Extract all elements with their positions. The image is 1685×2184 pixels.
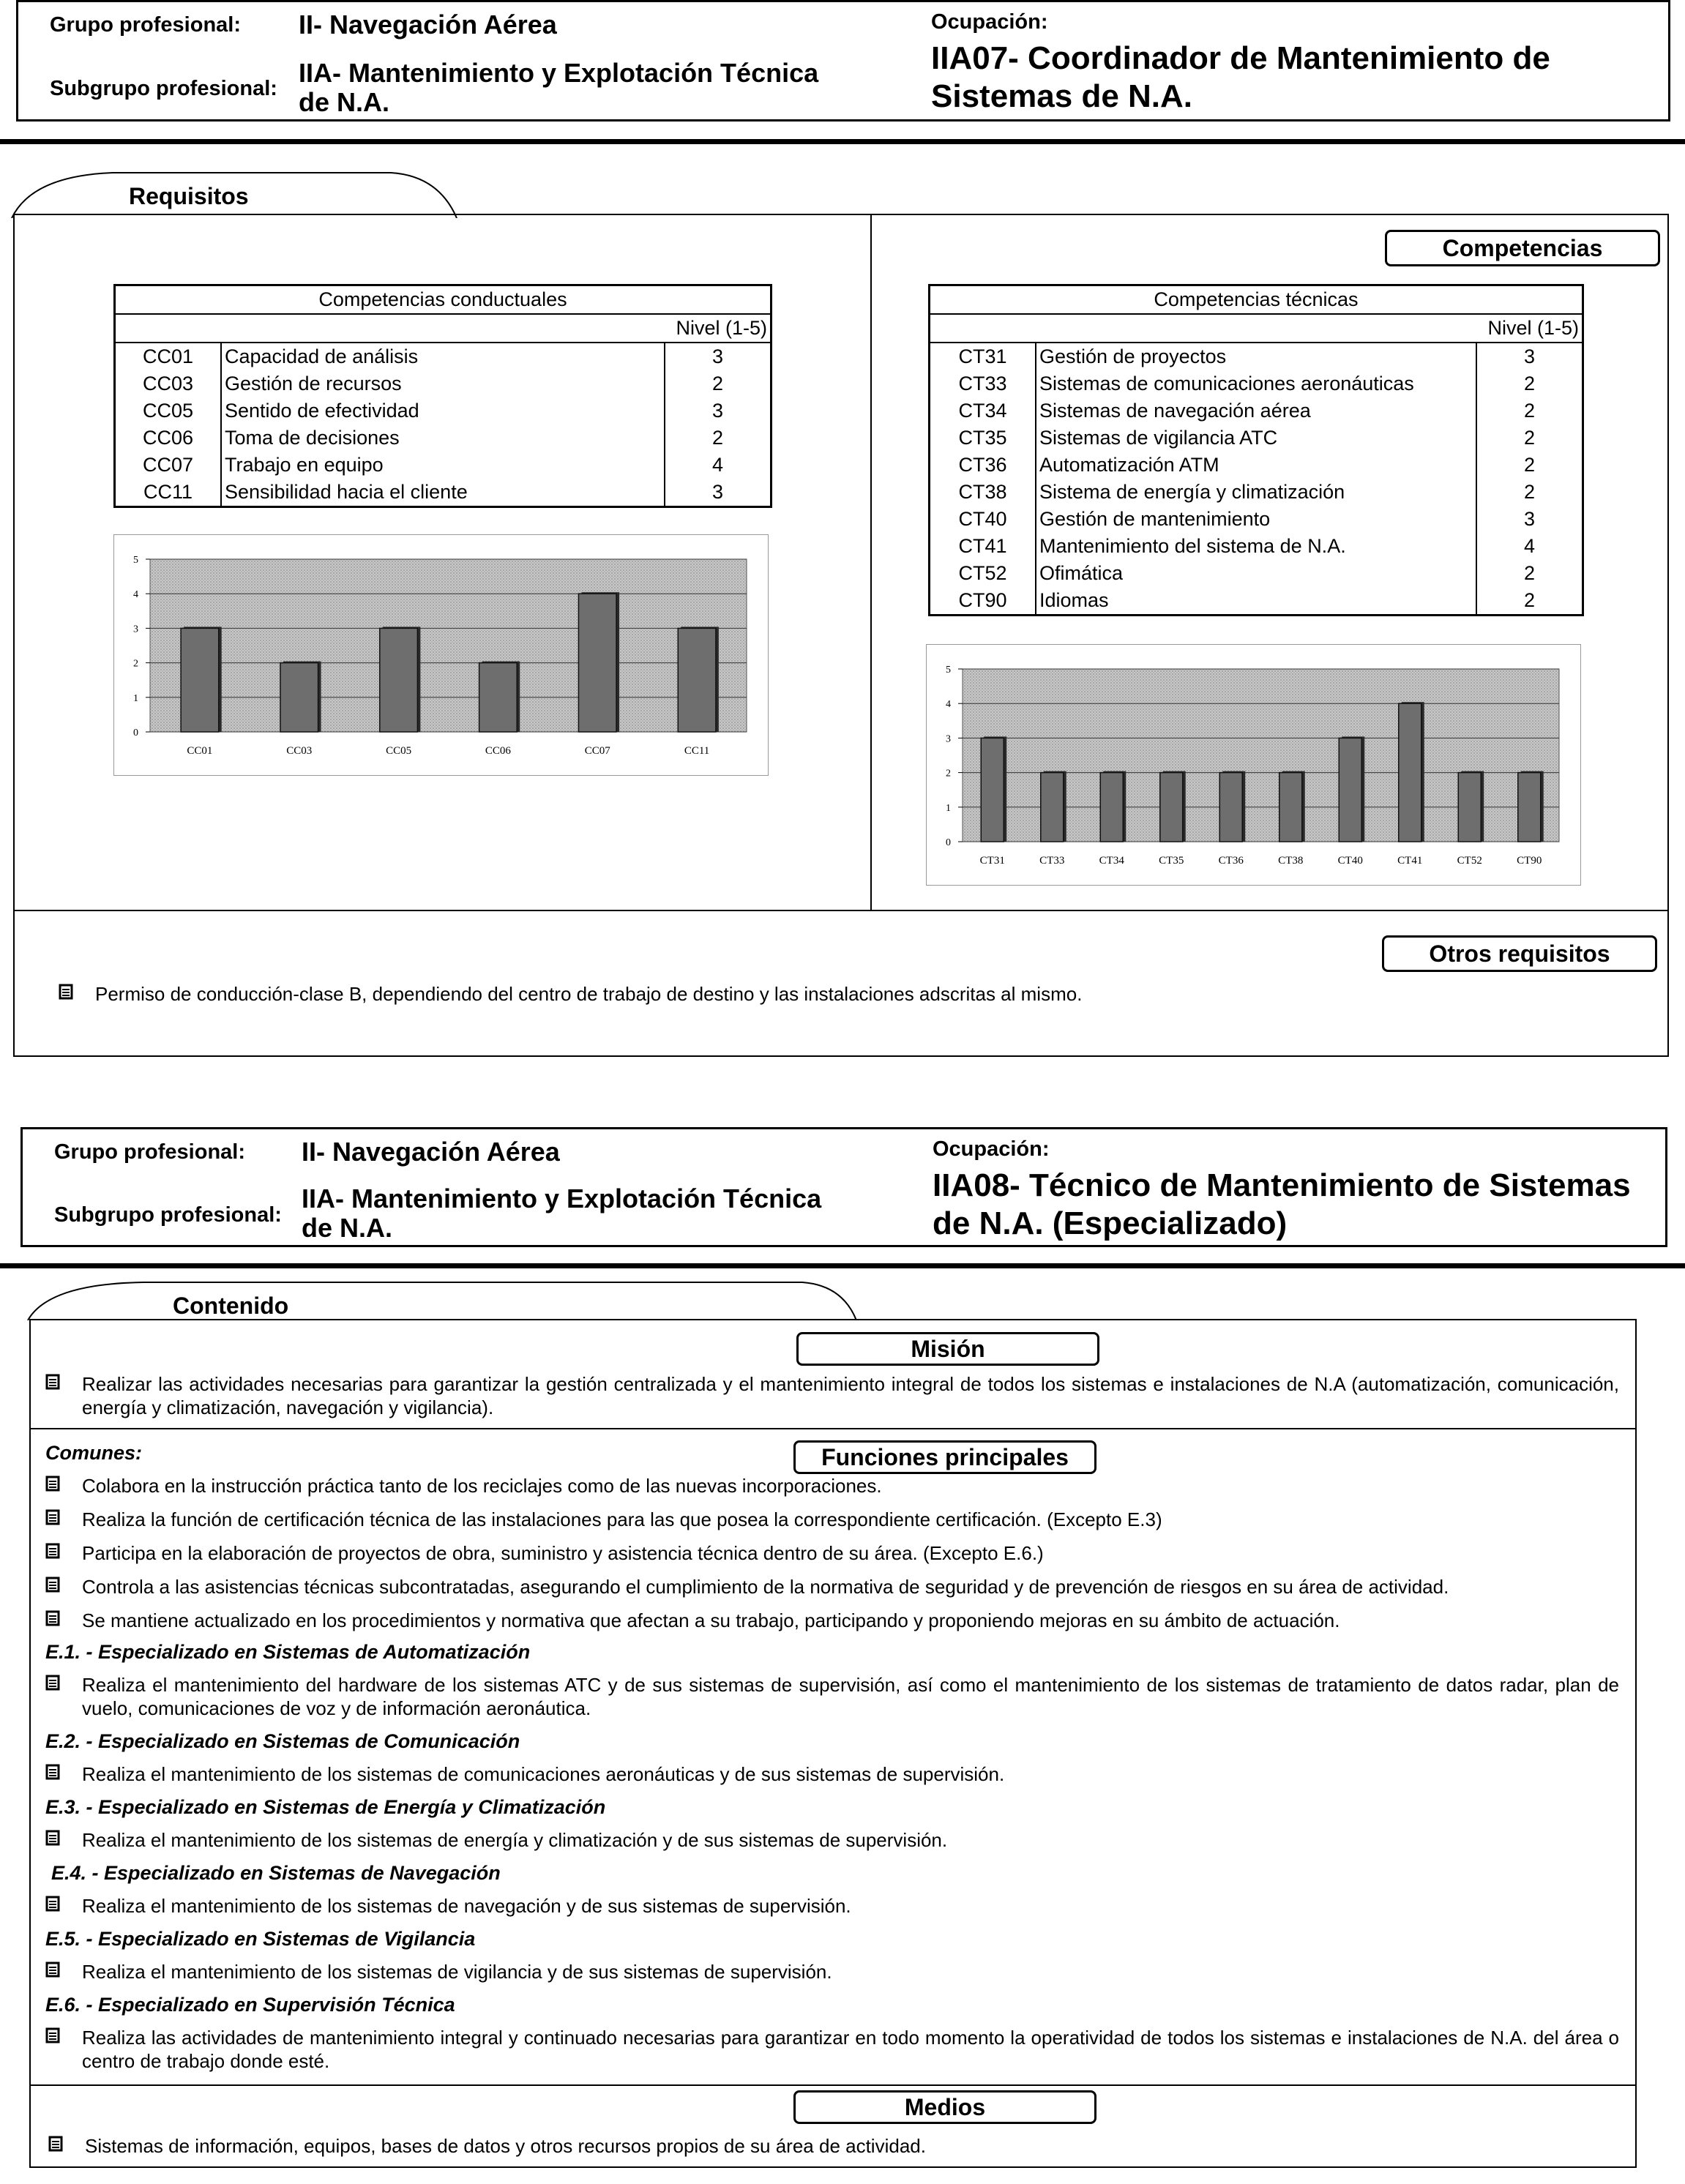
bullet-icon [45,1675,60,1691]
table-row: CC11 Sensibilidad hacia el cliente 3 [115,479,771,507]
bar [280,663,318,732]
card2-ocupacion-value-2: de N.A. (Especializado) [933,1205,1288,1241]
x-tick-label: CC01 [187,745,213,757]
x-tick-label: CT31 [979,855,1005,867]
bullet-icon [45,1610,60,1626]
contenido-tab-title: Contenido [173,1293,289,1319]
tecnicas-table [928,284,1584,616]
bullet-icon [59,984,73,1000]
x-tick-label: CC07 [584,745,610,757]
y-tick-label: 4 [946,699,951,711]
x-tick-label: CT35 [1159,855,1184,867]
x-tick-label: CC03 [286,745,313,757]
table-row: CT52 Ofimática 2 [930,560,1583,587]
bullet-icon [45,1962,60,1978]
bar [1100,773,1123,842]
bar [1041,773,1064,842]
x-tick-label: CT40 [1337,855,1363,867]
card2-ocupacion-value-1: IIA08- Técnico de Mantenimiento de Sistemas [933,1167,1631,1203]
bar [1518,773,1541,842]
tecnicas-title: Competencias técnicas [930,285,1583,315]
x-tick-label: CC11 [684,745,710,757]
card2-grupo-value: II- Navegación Aérea [302,1137,560,1167]
contenido-tab-shape [26,1279,858,1320]
conductuales-title: Competencias conductuales [115,285,771,315]
y-tick-label: 1 [946,802,951,814]
card2-subgrupo-value-1: IIA- Mantenimiento y Explotación Técnica [302,1183,822,1213]
card1-grupo-value: II- Navegación Aérea [299,10,557,40]
card2-subgrupo-label: Subgrupo profesional: [54,1203,282,1227]
y-tick-label: 1 [133,692,138,704]
bullet-icon [48,2136,63,2152]
table-row: CT36 Automatización ATM 2 [930,452,1583,479]
mision-divider [29,1428,1637,1429]
medios-divider [29,2084,1637,2086]
bar [1339,738,1361,842]
bullet-icon [45,1374,60,1390]
y-tick-label: 5 [946,665,951,676]
x-tick-label: CT36 [1218,855,1244,867]
card2-subgrupo-value-2: de N.A. [302,1213,393,1243]
bar [1279,773,1302,842]
requisitos-tab-title: Requisitos [129,183,249,209]
requisitos-vertical-divider [870,214,872,910]
bar [1399,703,1421,842]
x-tick-label: CT90 [1517,855,1542,867]
y-tick-label: 2 [946,768,951,779]
tecnicas-bar-chart [926,644,1581,886]
bar [678,628,716,732]
card1-divider [0,139,1685,144]
bar [578,594,616,732]
table-row: CT38 Sistema de energía y climatización 2 [930,479,1583,506]
table-row: CT34 Sistemas de navegación aérea 2 [930,397,1583,425]
bar [981,738,1004,842]
section-e5-title: E.5. - Especializado en Sistemas de Vigilancia [45,1928,476,1950]
requisitos-horizontal-divider [13,910,1669,911]
otros-requisitos-label: Otros requisitos [1382,935,1657,972]
card2-divider [0,1263,1685,1268]
x-tick-label: CC05 [386,745,412,757]
section-e3-title: E.3. - Especializado en Sistemas de Energía y Climatización [45,1796,606,1818]
y-tick-label: 2 [133,658,138,670]
bullet-icon [45,1476,60,1492]
section-e2-title: E.2. - Especializado en Sistemas de Comunicación [45,1730,520,1752]
bar [1458,773,1481,842]
bullet-icon [45,1509,60,1525]
card1-grupo-label: Grupo profesional: [50,13,241,37]
card1-ocupacion-label: Ocupación: [931,10,1048,34]
x-tick-label: CT41 [1397,855,1423,867]
bullet-icon [45,2027,60,2043]
table-row: CC05 Sentido de efectividad 3 [115,397,771,425]
conductuales-table [113,284,772,508]
bullet-icon [45,1896,60,1912]
bullet-icon [45,1577,60,1593]
y-tick-label: 4 [133,589,138,601]
table-row: CT90 Idiomas 2 [930,587,1583,616]
bullet-icon [45,1764,60,1780]
x-tick-label: CT34 [1099,855,1124,867]
x-tick-label: CC06 [485,745,511,757]
x-tick-label: CT38 [1278,855,1304,867]
card1-ocupacion-value-1: IIA07- Coordinador de Mantenimiento de [931,40,1550,76]
card1-subgrupo-value-1: IIA- Mantenimiento y Explotación Técnica [299,58,819,88]
card1-subgrupo-label: Subgrupo profesional: [50,77,277,100]
conductuales-bar-chart [113,534,769,776]
card1-subgrupo-value-2: de N.A. [299,87,390,117]
table-row: CC06 Toma de decisiones 2 [115,425,771,452]
section-e1-title: E.1. - Especializado en Sistemas de Automatización [45,1641,531,1663]
table-row: CT40 Gestión de mantenimiento 3 [930,506,1583,533]
y-tick-label: 3 [946,733,951,745]
bar [1160,773,1183,842]
table-row: CC01 Capacidad de análisis 3 [115,343,771,370]
y-tick-label: 3 [133,624,138,635]
bullet-icon [45,1543,60,1559]
table-row: CC07 Trabajo en equipo 4 [115,452,771,479]
x-tick-label: CT52 [1457,855,1482,867]
card1-ocupacion-value-2: Sistemas de N.A. [931,78,1193,114]
bar [380,628,418,732]
table-row: CT31 Gestión de proyectos 3 [930,343,1583,370]
conductuales-nivel-header: Nivel (1-5) [115,314,771,343]
medios-label: Medios [793,2090,1096,2124]
y-tick-label: 5 [133,555,138,566]
table-row: CC03 Gestión de recursos 2 [115,370,771,397]
tecnicas-nivel-header: Nivel (1-5) [930,314,1583,343]
bullet-icon [45,1830,60,1846]
card2-grupo-label: Grupo profesional: [54,1140,245,1164]
comunes-label: Comunes: [45,1442,143,1464]
x-tick-label: CT33 [1039,855,1065,867]
table-row: CT41 Mantenimiento del sistema de N.A. 4 [930,533,1583,560]
table-row: CT35 Sistemas de vigilancia ATC 2 [930,425,1583,452]
competencias-label: Competencias [1385,230,1660,266]
plot-area [150,559,747,732]
bar [181,628,219,732]
section-e4-title: E.4. - Especializado en Sistemas de Navegación [51,1862,501,1884]
section-e6-title: E.6. - Especializado en Supervisión Técnica [45,1994,455,2016]
y-tick-label: 0 [133,728,138,738]
bar [1219,773,1242,842]
y-tick-label: 0 [946,837,951,848]
card2-ocupacion-label: Ocupación: [933,1137,1050,1161]
table-row: CT33 Sistemas de comunicaciones aeronáuticas 2 [930,370,1583,397]
bar [479,663,518,732]
mision-label: Misión [796,1332,1099,1366]
funciones-principales-label: Funciones principales [793,1440,1096,1474]
